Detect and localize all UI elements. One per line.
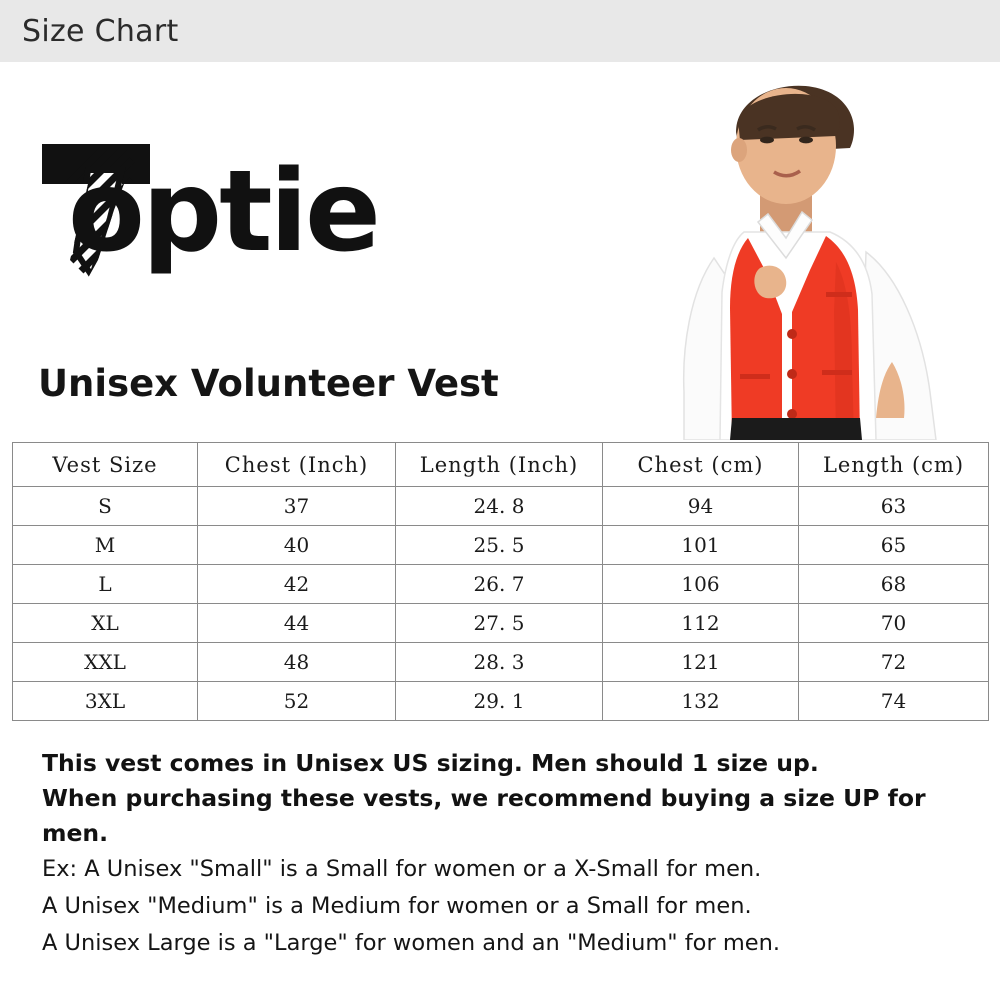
table-cell-length-cm: 65 — [799, 526, 989, 565]
table-column-header: Chest (cm) — [603, 443, 799, 487]
table-column-header: Vest Size — [13, 443, 198, 487]
table-cell-size: XXL — [13, 643, 198, 682]
product-title: Unisex Volunteer Vest — [38, 362, 499, 405]
table-cell-length-cm: 74 — [799, 682, 989, 721]
table-cell-length-inch: 25. 5 — [396, 526, 603, 565]
product-photo — [640, 62, 1000, 440]
table-cell-length-cm: 70 — [799, 604, 989, 643]
table-row — [13, 487, 989, 526]
page-title: Size Chart — [22, 14, 179, 49]
note-bold-line: This vest comes in Unisex US sizing. Men should 1 size up. — [42, 749, 819, 777]
document-body — [0, 62, 1000, 983]
table-column-header: Chest (Inch) — [198, 443, 396, 487]
table-row — [13, 643, 989, 682]
table-cell-chest-inch: 48 — [198, 643, 396, 682]
brand-logo — [36, 134, 496, 279]
table-cell-size: L — [13, 565, 198, 604]
table-cell-size: M — [13, 526, 198, 565]
table-cell-chest-cm: 132 — [603, 682, 799, 721]
table-row — [13, 604, 989, 643]
table-cell-chest-inch: 37 — [198, 487, 396, 526]
table-cell-chest-inch: 44 — [198, 604, 396, 643]
brand-wordmark: optie — [68, 147, 379, 277]
table-cell-size: S — [13, 487, 198, 526]
header-bar — [0, 0, 1000, 62]
table-cell-chest-cm: 106 — [603, 565, 799, 604]
table-cell-length-cm: 72 — [799, 643, 989, 682]
table-cell-length-cm: 63 — [799, 487, 989, 526]
table-cell-chest-cm: 121 — [603, 643, 799, 682]
table-cell-length-inch: 27. 5 — [396, 604, 603, 643]
table-cell-chest-inch: 52 — [198, 682, 396, 721]
table-column-header: Length (cm) — [799, 443, 989, 487]
sizing-notes — [42, 746, 972, 962]
size-chart-table — [12, 442, 989, 721]
note-regular-line: Ex: A Unisex "Small" is a Small for women or a X-Small for men. — [42, 856, 762, 882]
note-bold-line: When purchasing these vests, we recommend buying a size UP for — [42, 784, 926, 812]
table-cell-chest-inch: 40 — [198, 526, 396, 565]
table-cell-chest-inch: 42 — [198, 565, 396, 604]
table-row — [13, 565, 989, 604]
table-row — [13, 526, 989, 565]
table-cell-length-cm: 68 — [799, 565, 989, 604]
note-bold-line: men. — [42, 819, 109, 847]
table-cell-length-inch: 24. 8 — [396, 487, 603, 526]
table-cell-length-inch: 29. 1 — [396, 682, 603, 721]
table-cell-size: XL — [13, 604, 198, 643]
table-header-row — [13, 443, 989, 487]
table-cell-chest-cm: 101 — [603, 526, 799, 565]
note-regular-line: A Unisex Large is a "Large" for women and an "Medium" for men. — [42, 930, 781, 956]
table-cell-length-inch: 28. 3 — [396, 643, 603, 682]
table-column-header: Length (Inch) — [396, 443, 603, 487]
table-cell-size: 3XL — [13, 682, 198, 721]
table-row — [13, 682, 989, 721]
table-cell-length-inch: 26. 7 — [396, 565, 603, 604]
note-regular-line: A Unisex "Medium" is a Medium for women or a Small for men. — [42, 893, 752, 919]
table-cell-chest-cm: 94 — [603, 487, 799, 526]
table-cell-chest-cm: 112 — [603, 604, 799, 643]
